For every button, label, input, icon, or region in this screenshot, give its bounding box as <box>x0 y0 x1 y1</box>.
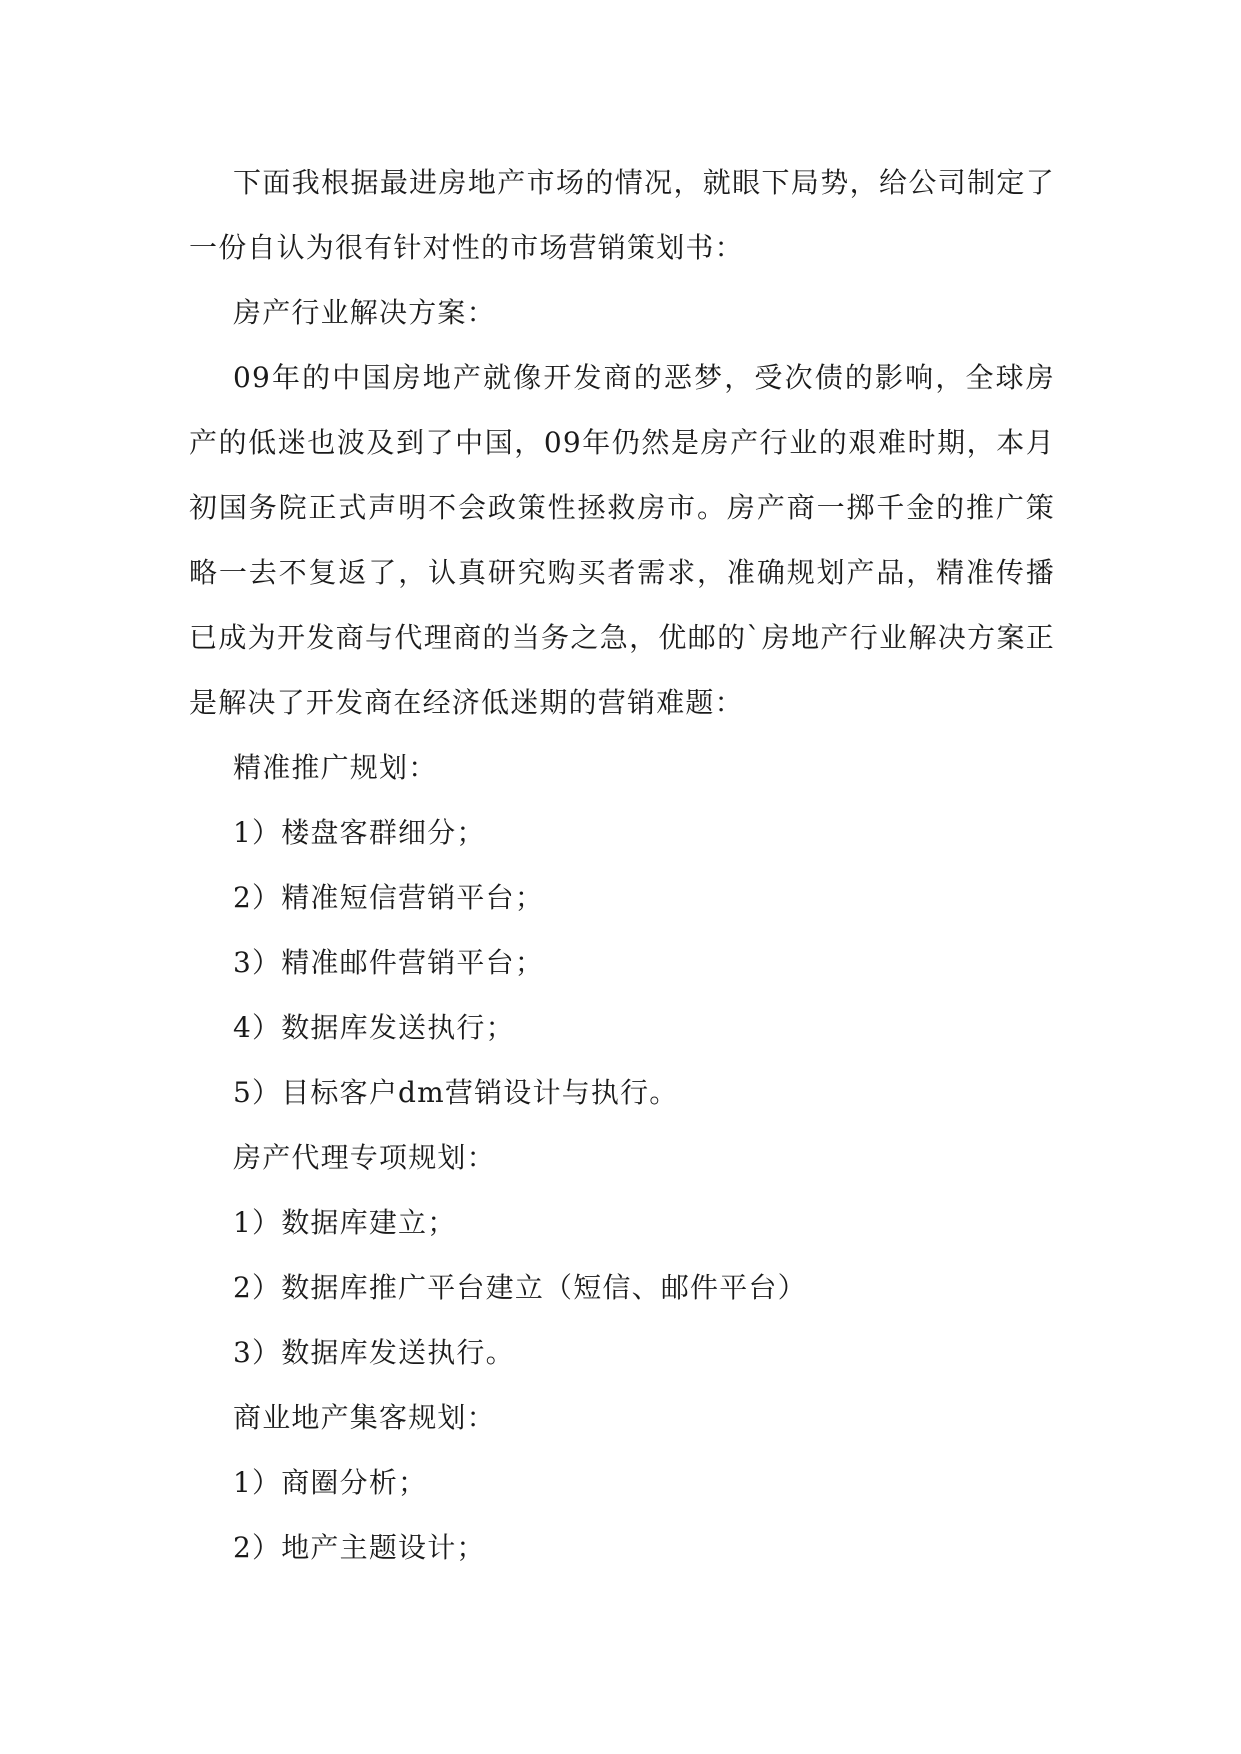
list-item: 2）数据库推广平台建立（短信、邮件平台） <box>233 1271 807 1304</box>
list-item: 3）数据库发送执行。 <box>233 1336 515 1369</box>
section-heading-solution: 房产行业解决方案： <box>233 296 496 329</box>
background-paragraph: 09年的中国房地产就像开发商的恶梦，受次债的影响，全球房产的低迷也波及到了中国，09年仍然是房产行业的艰难时期，本月初国务院正式声明不会政策性拯救房市。房产商一掷千金的推广策略一去不复返了，认真研究购买者需求，准确规划产品，精准传播已成为开发商与代理商的当务之急，优邮的`房地产行业解决方案正是解决了开发商在经济低迷期的营销难题： <box>189 361 1055 719</box>
section-heading-commercial: 商业地产集客规划： <box>233 1401 496 1434</box>
intro-paragraph: 下面我根据最进房地产市场的情况，就眼下局势，给公司制定了一份自认为很有针对性的市场营销策划书： <box>189 166 1055 264</box>
section-heading-agency: 房产代理专项规划： <box>233 1141 496 1174</box>
section-heading-precision: 精准推广规划： <box>233 751 438 784</box>
list-item: 1）数据库建立； <box>233 1206 457 1239</box>
list-item: 5）目标客户dm营销设计与执行。 <box>233 1076 679 1109</box>
list-item: 1）商圈分析； <box>233 1466 428 1499</box>
list-item: 2）地产主题设计； <box>233 1531 486 1564</box>
list-item: 4）数据库发送执行； <box>233 1011 515 1044</box>
list-item: 1）楼盘客群细分； <box>233 816 486 849</box>
list-item: 2）精准短信营销平台； <box>233 881 545 914</box>
list-item: 3）精准邮件营销平台； <box>233 946 545 979</box>
document-body <box>189 150 1055 1580</box>
